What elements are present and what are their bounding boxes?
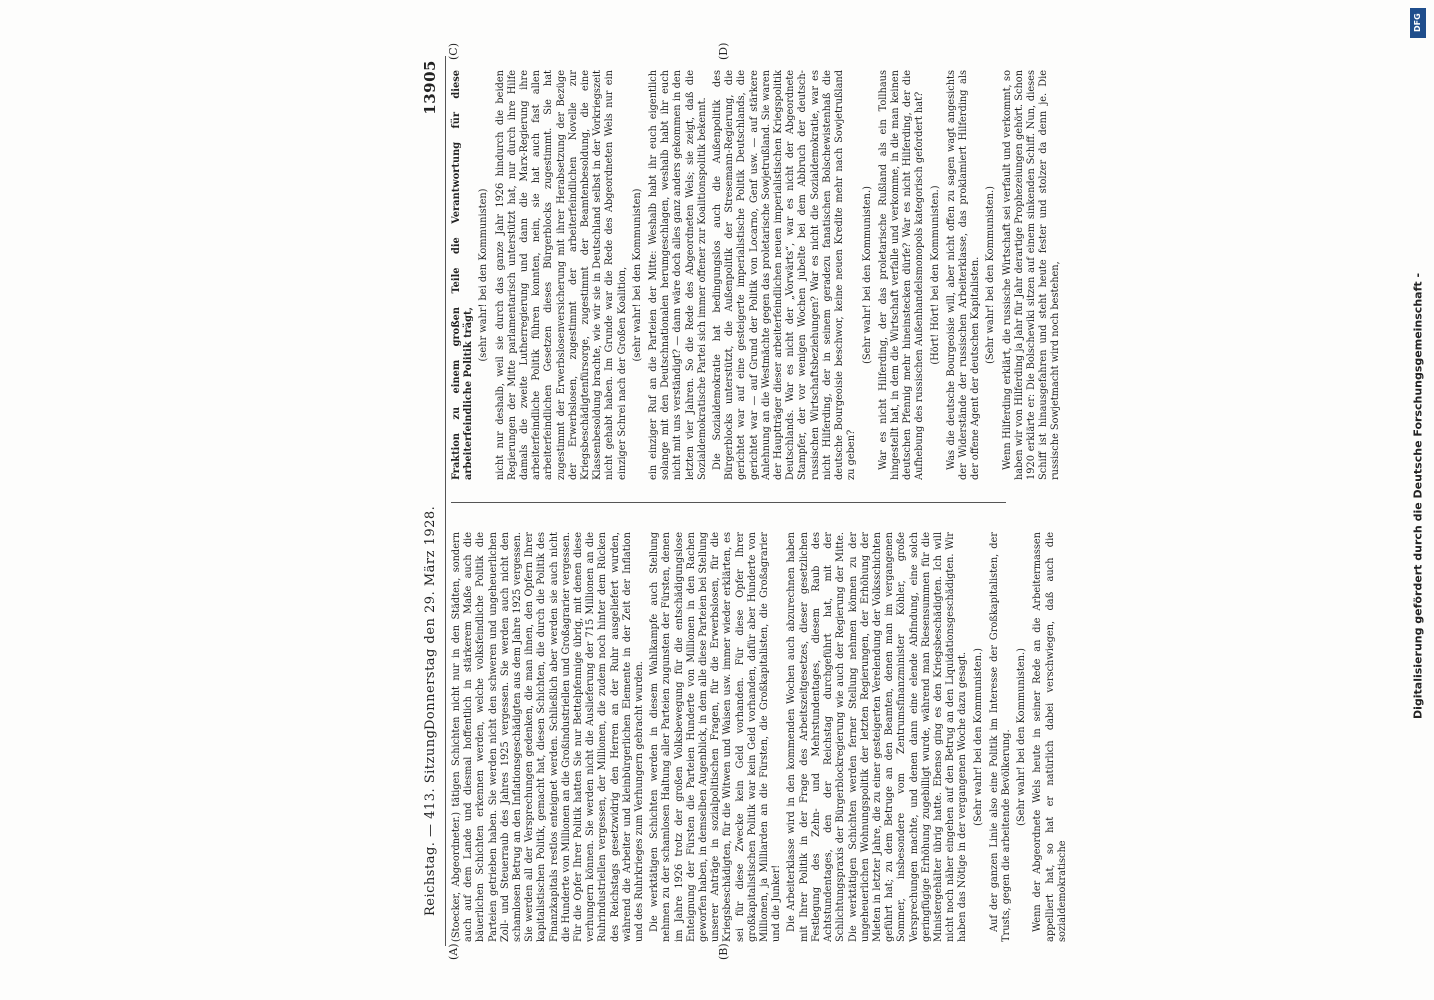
left-interjection-1: (Sehr wahr! bei den Kommunisten.) (972, 648, 984, 826)
right-paragraph-6: Was die deutsche Bourgeoisie will, aber nicht offen zu sagen wagt angesichts der Widerstände der russischen Arbeiterklasse, das proklamiert Hilferding als der offene Agent der deutschen Kapitalisten. (945, 70, 982, 480)
watermark-text: Digitalisierung gefördert durch die Deutsche Forschungsgemeinschaft - (1411, 272, 1425, 720)
margin-letter-c: (C) (447, 43, 460, 60)
right-interjection-2: (sehr wahr! bei den Kommunisten) (631, 188, 643, 362)
header-divider (445, 56, 446, 946)
right-interjection-1: (sehr wahr! bei den Kommunisten) (478, 188, 490, 362)
right-paragraph-4: Die Sozialdemokratie hat bedingungslos auch die Außenpolitik des Bürgerblocks unterstützt, die Außenpolitik der Stresemann-Regierung, die gerichtet war auf eine gesteigerte imperialistische Politik Deutschlands, die gerichtet war — auf Grund der Politik von Locarno, Genf usw. — auf stärkere Anlehnung an die Westmächte gegen das proletarische Sowjetrußland. Sie waren der Hauptträger dieser arbeiterfeindlichen neuen imperialistischen Kriegspolitik Deutschlands. War es nicht der „Vorwärts“, war es nicht der Abgeordnete Stampfer, der vor wenigen Wochen jubelte bei dem Abbruch der deutsch-russischen Wirtschaftsbeziehungen? War es nicht die Sozialdemokratie, war es nicht Hilferding, der in seinem geradezu fanatischen Bolschewistenhaß die deutsche Bourgeoisie beschwor, keine neuen Kredite mehr nach Sowjetrußland zu geben? (712, 70, 858, 480)
page-number: 13905 (421, 60, 439, 115)
left-paragraph-3: Die Arbeiterklasse wird in den kommenden Wochen auch abzurechnen haben mit Ihrer Politik in der Frage des Arbeitszeitgesetzes, dieser gesetzlichen Festlegung des Zehn- und Mehrstundentages, diesem Raub des Achtstundentages, den der Reichstag durchgeführt hat, mit der Schlichtungspraxis der Bürgerblockregierung wie auch der Regierung der Mitte. Die werktätigen Schichten werden ferner Stellung nehmen können zu der ungeheuerlichen Wohnungspolitik der letzten Regierungen, der Erhöhung der Mieten in letzter Jahre, die zu einer gesteigerten Verelendung der Volksschichten geführt hat; zu dem Betruge an den Beamten, denen man im vergangenen Sommer, insbesondere vom Zentrumsfinanzminister Köhler, große Versprechungen machte, und denen dann eine elende Abfindung, eine solch geringfügige Erhöhung zugebilligt wurde, während man Riesensummen für die Ministergehälter übrig hatte. Ebenso ging es den Kriegsbeschädigten. Ich will nicht noch näher eingehen auf den Betrug an den Liquidationsgeschädigten. Wir haben das Nötige in der vergangenen Woche dazu gesagt. (786, 532, 969, 942)
dfg-logo: DFG (1410, 8, 1426, 38)
left-paragraph-1: (Stoecker, Abgeordneter.) tätigen Schichten nicht nur in den Städten, sondern auch auf dem Lande und diesmal hoffentlich in stärkerem Maße auch die bäuerlichen Schichten erkennen werden, welche volksfeindliche Politik die Parteien getrieben haben. Sie werden nicht den schweren und ungeheuerlichen Zoll- und Steuerraub des Jahres 1925 vergessen. Sie werden auch nicht den schamlosen Betrug an den Inflationsgeschädigten aus dem Jahre 1925 vergessen. Sie werden all der Versprechungen gedenken, die man ihnen, den Opfern Ihrer kapitalistischen Politik, gemacht hat, diesen Schichten, die durch die Politik des Finanzkapitals restlos enteignet werden. Schließlich aber werden sie auch nicht die Hunderte von Millionen an die Großindustriellen und Großagrarier vergessen. Für die Opfer Ihrer Politik hatten Sie nur Bettelpfennige übrig, mit denen diese verhungern können. Sie werden nicht die Auslieferung der 715 Millionen an die Ruhrindustriellen vergessen, der Millionen, die zudem noch hinter dem Rücken des Reichstags gesetzwidrig den Herren an der Ruhr ausgeliefert wurden, während die Arbeiter und kleinbürgerlichen Elemente in der Zeit der Inflation und des Ruhrkrieges zum Verhungern gebracht wurden. (451, 532, 646, 942)
right-paragraph-7: Wenn Hilferding erklärt, die russische Wirtschaft sei verfault und verkommt, so haben wir von Hilferding ja Jahr für Jahr derartige Prophezeiungen gehört. Schon 1920 erklärte er: Die Bolschewiki sitzen auf einem sinkenden Schiff. Nun, dieses Schiff ist hinausgefahren und steht heute fester und stolzer da denn je. Die russische Sowjetmacht wird noch bestehen, (1001, 70, 1062, 480)
left-column (451, 532, 1068, 942)
right-paragraph-5: War es nicht Hilferding, der das proletarische Rußland als ein Tollhaus hingestellt hat, in dem die Wirtschaft verfalle und verkomme, in die man keinen deutschen Pfennig mehr hineinstecken dürfe? War es nicht Hilferding, der die Aufhebung des russischen Außenhandelsmonopols kategorisch gefordert hat? (877, 70, 926, 480)
header-session: Reichstag. — 413. Sitzung. (423, 724, 438, 916)
right-interjection-4: (Hört! Hört! bei den Kommunisten.) (929, 185, 941, 365)
page-inner (417, 42, 1068, 960)
right-interjection-5: (Sehr wahr! bei den Kommunisten.) (985, 186, 997, 364)
dfg-watermark (1406, 6, 1430, 986)
page-header (417, 50, 443, 950)
right-interjection-3: (Sehr wahr! bei den Kommunisten.) (861, 186, 873, 364)
right-column (451, 70, 1062, 480)
right-paragraph-1: Fraktion zu einem großen Teile die Verantwortung für diese arbeiterfeindliche Politik trägt, (451, 70, 475, 480)
left-closing-2: Wenn der Abgeordnete Wels heute in seiner Rede an die Arbeitermassen appelliert hat, so hat er natürlich dabei verschwiegen, daß auch die sozialdemokratische (1032, 532, 1068, 942)
left-interjection-2: (Sehr wahr! bei den Kommunisten.) (1016, 648, 1028, 826)
margin-letter-b: (B) (717, 943, 730, 960)
margin-letter-a: (A) (447, 943, 460, 960)
left-paragraph-2: Die werktätigen Schichten werden in diesem Wahlkampfe auch Stellung nehmen zu der schamlosen Haltung aller Parteien zugunsten der Fürsten, denen im Jahre 1926 trotz der großen Volksbewegung für die entschädigungslose Enteignung der Fürsten die Parteien Hunderte von Millionen in den Rachen geworfen haben, in demselben Augenblick, in dem alle diese Parteien bei Stellung unserer Anträge in sozialpolitischen Fragen, für die Erwerbslosen, für die Kriegsbeschädigten, für die Witwen und Waisen usw. immer wieder erklärten, es sei für diese Zwecke kein Geld vorhanden. Für diese Opfer Ihrer großkapitalistischen Politik war kein Geld vorhanden, dafür aber Hunderte von Millionen, ja Milliarden an die Fürsten, die Großkapitalisten, die Großagrarier und die Junker! (649, 532, 783, 942)
right-paragraph-3: ein einziger Ruf an die Parteien der Mitte: Weshalb habt ihr euch eigentlich solange mit den Deutschnationalen herumgeschlagen, weshalb habt ihr euch nicht mit uns verständigt? — dann wäre doch alles ganz anders gekommen in den letzten vier Jahren. So die Rede des Abgeordneten Wels; sie zeigt, daß die Sozialdemokratische Partei sich immer offener zur Koalitionspolitik bekennt. (648, 70, 708, 480)
rotated-page-content (417, 42, 1068, 960)
left-closing-1: Auf der ganzen Linie also eine Politik im Interesse der Großkapitalisten, der Trusts, gegen die arbeitende Bevölkerung. (988, 532, 1012, 942)
right-paragraph-2: nicht nur deshalb, weil sie durch das ganze Jahr 1926 hindurch die beiden Regierungen der Mitte parlamentarisch unterstützt hat, nur durch ihre Hilfe damals die zweite Lutherregierung und dann die Marx-Regierung ihre arbeiterfeindliche Politik führen konnten, nein, sie hat auch fast allen arbeiterfeindlichen Gesetzen dieses Bürgerblocks zugestimmt. Sie hat zugestimmt der Erwerbslosenversicherung mit ihrer Herabsetzung der Bezüge der Erwerbslosen, zugestimmt der arbeiterfeindlichen Novelle zur Kriegsbeschädigtenfürsorge, zugestimmt der Beamtenbesoldung, die eine Klassenbesoldung brachte, wie wir sie in Deutschland selbst in der Vorkriegszeit nicht gehabt haben. Im Grunde war die Rede des Abgeordneten Wels nur ein einziger Schrei nach der Großen Koalition, (494, 70, 628, 480)
column-divider (451, 502, 1006, 503)
margin-letter-d: (D) (717, 42, 730, 60)
header-date: Donnerstag den 29. März 1928. (423, 505, 438, 730)
